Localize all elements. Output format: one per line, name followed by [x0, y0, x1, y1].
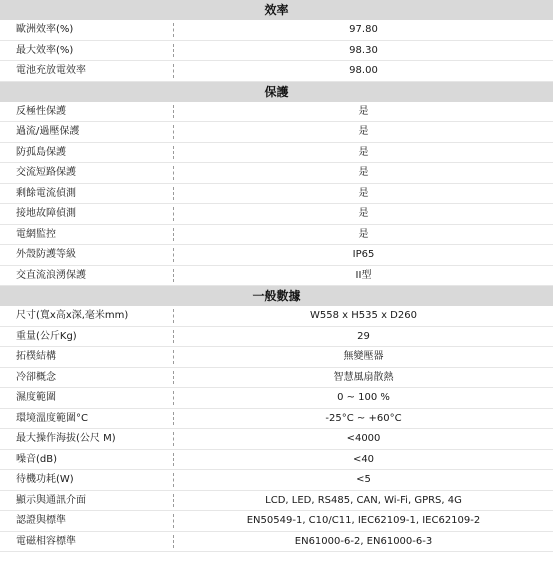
spec-label: 電磁相容標準 [0, 532, 174, 552]
spec-row [0, 61, 553, 82]
spec-value: EN50549-1, C10/C11, IEC62109-1, IEC62109-2 [246, 515, 481, 526]
spec-value: 是 [358, 228, 369, 240]
spec-row [0, 450, 553, 471]
spec-value: 是 [358, 105, 369, 117]
spec-row [0, 163, 553, 184]
spec-label: 待機功耗(W) [0, 470, 174, 490]
spec-value: 無變壓器 [343, 351, 384, 362]
spec-row [0, 347, 553, 368]
spec-value: LCD, LED, RS485, CAN, Wi-Fi, GPRS, 4G [265, 494, 462, 506]
spec-value: W558 x H535 x D260 [310, 310, 417, 321]
spec-label: 交流短路保護 [0, 163, 174, 183]
spec-label: 電池充放電效率 [0, 61, 174, 81]
spec-row [0, 409, 553, 430]
spec-row [0, 368, 553, 389]
section-header: 保護 [0, 82, 553, 102]
spec-label: 濕度範圍 [0, 388, 174, 408]
section-header: 效率 [0, 0, 553, 20]
spec-row [0, 306, 553, 327]
spec-value: II型 [355, 269, 372, 281]
spec-value: 98.30 [349, 44, 378, 56]
spec-value: 是 [358, 126, 369, 137]
spec-value: 97.80 [349, 24, 378, 35]
spec-value: IP65 [352, 249, 375, 260]
spec-label: 認證與標準 [0, 511, 174, 531]
spec-row [0, 470, 553, 491]
spec-row [0, 204, 553, 225]
spec-label: 反極性保護 [0, 102, 174, 122]
spec-value: <5 [356, 474, 371, 485]
section-header: 一般數據 [0, 286, 553, 306]
spec-row [0, 122, 553, 143]
spec-row [0, 20, 553, 41]
spec-row [0, 327, 553, 348]
spec-label: 拓樸結構 [0, 347, 174, 367]
spec-value: 是 [358, 187, 369, 199]
spec-row [0, 41, 553, 62]
spec-row [0, 266, 553, 287]
spec-label: 過流/過壓保護 [0, 122, 174, 142]
spec-label: 環境溫度範圍°C [0, 409, 174, 429]
spec-label: 冷卻概念 [0, 368, 174, 388]
spec-row [0, 429, 553, 450]
spec-label: 重量(公斤Kg) [0, 327, 174, 347]
spec-row [0, 388, 553, 409]
spec-row [0, 225, 553, 246]
spec-value: 智慧風扇散熱 [333, 371, 394, 383]
spec-value: <40 [352, 453, 375, 465]
spec-row [0, 143, 553, 164]
spec-label: 最大操作海拔(公尺 M) [0, 429, 174, 449]
spec-value: -25°C ~ +60°C [325, 412, 402, 424]
spec-label: 剩餘電流偵測 [0, 184, 174, 204]
spec-value: 98.00 [349, 65, 378, 76]
spec-row [0, 245, 553, 266]
spec-value: 是 [358, 167, 369, 178]
spec-label: 歐洲效率(%) [0, 20, 174, 40]
spec-row [0, 102, 553, 123]
spec-row [0, 511, 553, 532]
spec-label: 最大效率(%) [0, 41, 174, 61]
spec-value: 是 [358, 146, 369, 158]
spec-row [0, 532, 553, 553]
spec-label: 外殼防護等級 [0, 245, 174, 265]
spec-label: 防孤島保護 [0, 143, 174, 163]
spec-label: 電網監控 [0, 225, 174, 245]
spec-label: 噪音(dB) [0, 450, 174, 470]
spec-value: 0 ~ 100 % [337, 392, 390, 403]
spec-label: 接地故障偵測 [0, 204, 174, 224]
spec-value: 是 [358, 208, 369, 219]
spec-value: EN61000-6-2, EN61000-6-3 [294, 535, 433, 547]
spec-label: 顯示與通訊介面 [0, 491, 174, 511]
spec-value: 29 [357, 330, 370, 342]
spec-label: 交直流浪湧保護 [0, 266, 174, 286]
spec-row [0, 184, 553, 205]
spec-value: <4000 [346, 433, 381, 444]
spec-row [0, 491, 553, 512]
spec-label: 尺寸(寬x高x深,毫米mm) [0, 306, 174, 326]
